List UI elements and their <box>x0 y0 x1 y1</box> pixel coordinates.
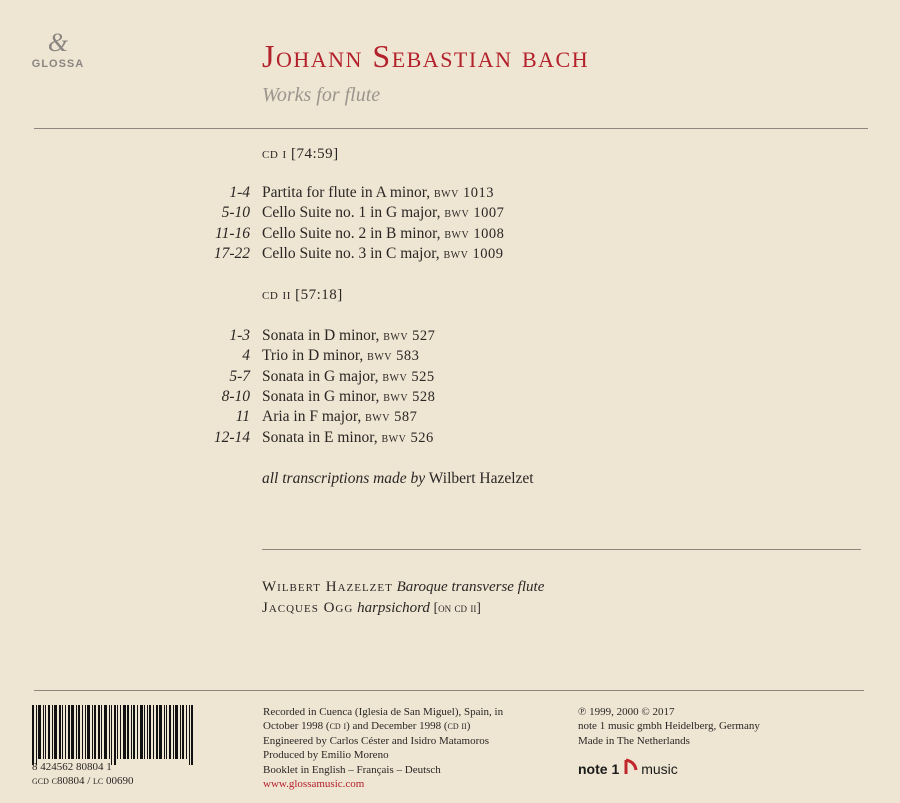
barcode-bar <box>137 705 138 759</box>
label-logo-part1: note 1 <box>578 761 620 777</box>
track-title: Trio in D minor, bwv 583 <box>262 347 420 365</box>
label-logo-part2: music <box>641 761 678 777</box>
track-row <box>180 388 700 408</box>
barcode-number: 8 424562 80804 1 <box>32 761 112 773</box>
cd2-heading: cd ii [57:18] <box>262 287 343 303</box>
barcode-bar <box>48 705 50 759</box>
track-title: Cello Suite no. 2 in B minor, bwv 1008 <box>262 224 505 242</box>
note1-music-logo <box>578 758 678 780</box>
barcode-bar <box>159 705 162 759</box>
track-row <box>180 225 700 245</box>
barcode-bar <box>173 705 174 759</box>
barcode-bar <box>68 705 70 759</box>
glossa-logo-text: GLOSSA <box>31 58 85 70</box>
track-row <box>180 245 700 265</box>
track-title: Sonata in G major, bwv 525 <box>262 367 435 385</box>
composer-title: Johann Sebastian bach <box>262 38 590 74</box>
barcode-bar <box>65 705 66 759</box>
barcode-bar <box>120 705 121 759</box>
track-row <box>180 204 700 224</box>
copyright-line: ℗ 1999, 2000 © 2017 <box>578 706 675 718</box>
notes-line-5: Booklet in English – Français – Deutsch <box>263 763 441 776</box>
track-row <box>180 408 700 428</box>
publisher-line: note 1 music gmbh Heidelberg, Germany <box>578 720 760 733</box>
website-link[interactable]: www.glossamusic.com <box>263 778 365 791</box>
track-title: Cello Suite no. 1 in G major, bwv 1007 <box>262 204 505 222</box>
barcode-graphic <box>32 705 232 759</box>
barcode-bar <box>104 705 107 759</box>
track-title: Sonata in G minor, bwv 528 <box>262 387 436 405</box>
barcode-bar <box>54 705 57 759</box>
barcode-bar <box>166 705 167 759</box>
barcode-bar <box>94 705 96 759</box>
track-title: Sonata in E minor, bwv 526 <box>262 428 434 446</box>
bwv-number: bwv 1013 <box>434 185 494 201</box>
barcode-bar <box>52 705 53 759</box>
barcode-bar <box>117 705 118 759</box>
track-row <box>180 368 700 388</box>
glossa-logo <box>28 30 88 70</box>
barcode-bar <box>127 705 129 759</box>
barcode-bar <box>78 705 80 759</box>
barcode-bar <box>36 705 37 765</box>
barcode-bar <box>71 705 74 759</box>
barcode-bar <box>114 705 116 765</box>
barcode-text <box>32 760 134 788</box>
barcode-bar <box>111 705 112 765</box>
notes-line-3: Engineered by Carlos Céster and Isidro Matamoros <box>263 734 490 747</box>
barcode-bar <box>76 705 77 759</box>
track-row <box>180 347 700 367</box>
track-title: Sonata in D minor, bwv 527 <box>262 327 436 344</box>
barcode-bar <box>43 705 44 759</box>
barcode-bar <box>87 705 90 759</box>
album-subtitle: Works for flute <box>262 84 381 106</box>
track-number: 11 <box>235 408 250 426</box>
track-row <box>180 327 700 347</box>
notes-line-4: Produced by Emilio Moreno <box>263 749 389 762</box>
barcode-bar <box>32 705 34 765</box>
track-number: 8-10 <box>221 387 250 405</box>
performer-1 <box>262 579 544 596</box>
notes-line-1: Recorded in Cuenca (Iglesia de San Miguel), Spain, in <box>263 706 504 718</box>
music-note-icon <box>623 758 639 780</box>
performer-2 <box>262 600 481 617</box>
track-number: 5-7 <box>229 367 250 385</box>
footer-divider <box>34 690 864 691</box>
header-divider <box>34 128 868 129</box>
performer-instrument: Baroque transverse flute <box>396 579 545 595</box>
track-row <box>180 184 700 204</box>
bwv-number: bwv 1007 <box>444 205 505 222</box>
track-row <box>180 429 700 449</box>
barcode-bar <box>123 705 126 759</box>
barcode-bar <box>109 705 110 759</box>
notes-line-2: October 1998 (cd i) and December 1998 (cd ii) <box>263 720 471 733</box>
barcode-bar <box>182 705 184 759</box>
performer-name: Jacques Ogg <box>262 600 354 616</box>
barcode-bar <box>147 705 148 759</box>
barcode-bar <box>186 705 187 759</box>
barcode-bar <box>59 705 61 759</box>
recording-notes <box>263 705 543 791</box>
barcode-bar <box>62 705 63 759</box>
performer-note: [on cd ii] <box>433 600 481 615</box>
barcode-bar <box>156 705 158 759</box>
track-title: Partita for flute in A minor, bwv 1013 <box>262 184 494 201</box>
cd1-heading: cd i [74:59] <box>262 146 339 162</box>
credit-prefix: all transcriptions made by <box>262 470 426 487</box>
barcode-bar <box>144 705 145 759</box>
bwv-number: bwv 583 <box>367 348 420 365</box>
barcode-bar <box>164 705 165 759</box>
barcode-bar <box>85 705 86 759</box>
track-number: 4 <box>242 347 250 365</box>
glossa-logo-mark: & <box>47 28 69 57</box>
track-title: Cello Suite no. 3 in C major, bwv 1009 <box>262 244 504 262</box>
barcode-bar <box>131 705 132 759</box>
track-title: Aria in F major, bwv 587 <box>262 408 418 426</box>
barcode-bar <box>82 705 83 759</box>
barcode-bar <box>191 705 193 765</box>
bwv-number: bwv 587 <box>365 409 418 426</box>
track-number: 1-3 <box>229 327 250 344</box>
bwv-number: bwv 1008 <box>444 225 505 242</box>
barcode-bar <box>169 705 171 759</box>
barcode-bar <box>175 705 178 759</box>
transcription-credit <box>262 470 534 488</box>
barcode-bar <box>133 705 135 759</box>
bwv-number: bwv 527 <box>383 328 436 344</box>
barcode-bar <box>92 705 93 759</box>
made-in-line: Made in The Netherlands <box>578 734 690 747</box>
barcode-bar <box>180 705 181 759</box>
track-number: 12-14 <box>213 428 250 446</box>
bwv-number: bwv 526 <box>381 429 434 446</box>
performer-name: Wilbert Hazelzet <box>262 579 393 595</box>
barcode-bar <box>38 705 41 759</box>
bwv-number: bwv 1009 <box>443 245 504 262</box>
rights-block <box>578 705 760 748</box>
performer-instrument: harpsichord <box>357 600 430 616</box>
bwv-number: bwv 528 <box>383 388 436 405</box>
catalog-number: gcd c80804 / lc 00690 <box>32 775 134 787</box>
barcode-bar <box>140 705 143 759</box>
track-number: 11-16 <box>214 224 250 242</box>
barcode-bar <box>149 705 151 759</box>
track-number: 17-22 <box>213 244 250 262</box>
barcode-bar <box>189 705 190 765</box>
barcode-bar <box>153 705 154 759</box>
barcode-bar <box>45 705 46 759</box>
track-number: 5-10 <box>221 204 250 222</box>
track-number: 1-4 <box>229 184 250 201</box>
barcode-bar <box>101 705 102 759</box>
performers-divider <box>262 549 861 550</box>
barcode-bar <box>98 705 100 759</box>
bwv-number: bwv 525 <box>382 368 435 385</box>
credit-name: Wilbert Hazelzet <box>428 470 534 487</box>
